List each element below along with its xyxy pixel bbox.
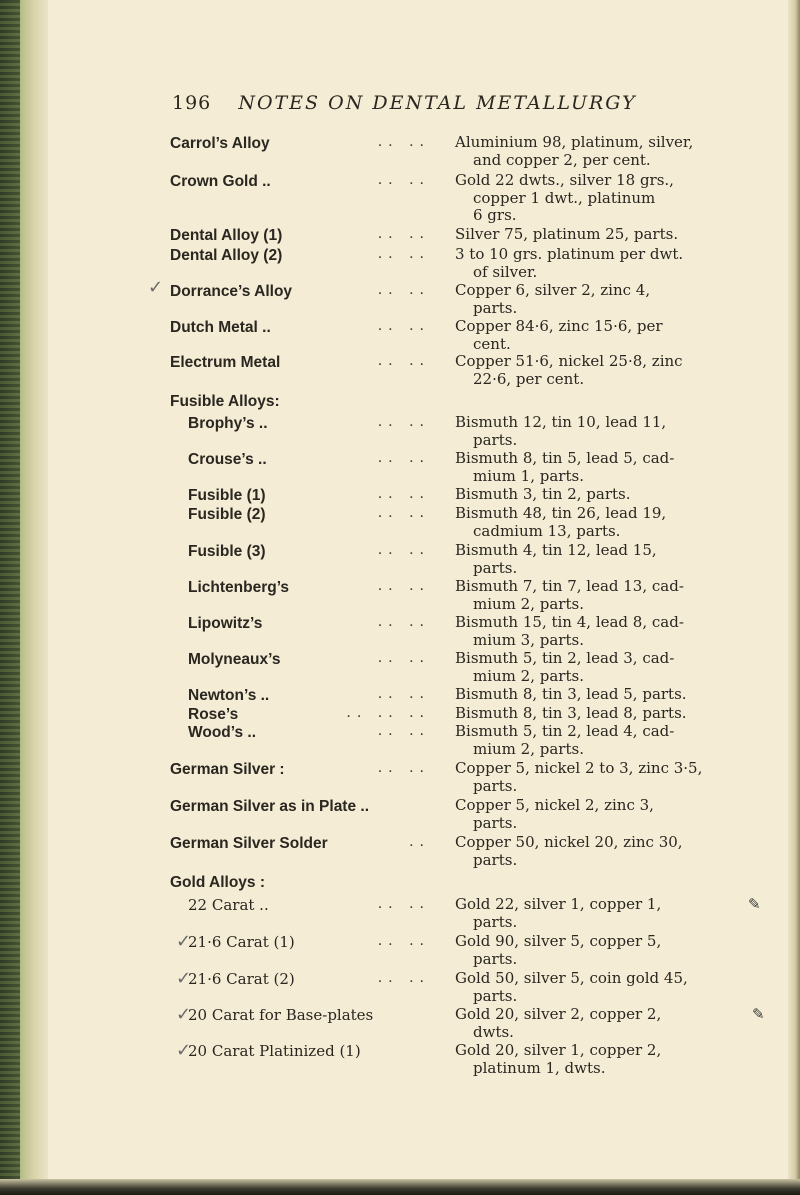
dot-leader: .. .. xyxy=(377,760,430,776)
entry-term: Fusible (1) xyxy=(188,487,266,504)
entry-definition: Bismuth 8, tin 3, lead 5, parts. xyxy=(455,685,687,703)
entry-term: Dutch Metal .. xyxy=(170,319,271,336)
entry-term: 20 Carat for Base-plates xyxy=(188,1006,374,1024)
dot-leader: .. .. .. xyxy=(346,705,430,721)
entry-term: Fusible (3) xyxy=(188,543,266,560)
page-header xyxy=(172,92,732,114)
entry-definition: Bismuth 8, tin 5, lead 5, cad- mium 1, parts. xyxy=(455,449,675,485)
pencil-check-mark-icon: ✓ xyxy=(176,931,192,952)
entry-term: Dorrance’s Alloy xyxy=(170,283,293,300)
entry-term: Dental Alloy (1) xyxy=(170,227,283,244)
pencil-check-mark-icon: ✓ xyxy=(176,1004,192,1025)
entry-term: Brophy’s .. xyxy=(188,415,268,432)
entry-definition: Bismuth 3, tin 2, parts. xyxy=(455,485,631,503)
entry-definition: Bismuth 8, tin 3, lead 8, parts. xyxy=(455,704,687,722)
entry-definition: Bismuth 15, tin 4, lead 8, cad- mium 3, parts. xyxy=(455,613,684,649)
pencil-annotation-mark: ✎ xyxy=(748,895,761,913)
entry-term: Electrum Metal xyxy=(170,354,281,371)
entry-definition: Bismuth 7, tin 7, lead 13, cad- mium 2, parts. xyxy=(455,577,684,613)
dot-leader: .. .. xyxy=(377,172,430,188)
entry-definition: Gold 22 dwts., silver 18 grs., copper 1 dwt., platinum 6 grs. xyxy=(455,171,674,224)
entry-definition: Gold 90, silver 5, copper 5, parts. xyxy=(455,932,662,968)
dot-leader: .. .. xyxy=(377,650,430,666)
pencil-check-mark-icon: ✓ xyxy=(148,277,164,298)
dot-leader: .. .. xyxy=(377,505,430,521)
entry-definition: Copper 50, nickel 20, zinc 30, parts. xyxy=(455,833,683,869)
entry-definition: Copper 5, nickel 2 to 3, zinc 3·5, parts. xyxy=(455,759,703,795)
entry-definition: Gold 22, silver 1, copper 1, parts. xyxy=(455,895,662,931)
entry-term: Newton’s .. xyxy=(188,687,270,704)
dot-leader: .. .. xyxy=(377,226,430,242)
entry-term: 22 Carat .. xyxy=(188,896,269,914)
section-heading-gold: Gold Alloys : xyxy=(170,874,266,891)
entry-definition: Aluminium 98, platinum, silver, and copper 2, per cent. xyxy=(455,133,694,169)
page-bottom-edge xyxy=(0,1179,800,1195)
dot-leader: .. .. xyxy=(377,246,430,262)
entry-definition: Copper 84·6, zinc 15·6, per cent. xyxy=(455,317,663,353)
entry-definition: Silver 75, platinum 25, parts. xyxy=(455,225,679,243)
entry-definition: Bismuth 48, tin 26, lead 19, cadmium 13, parts. xyxy=(455,504,667,540)
entry-term: German Silver Solder xyxy=(170,835,328,852)
entry-definition: Copper 5, nickel 2, zinc 3, parts. xyxy=(455,796,654,832)
pencil-annotation-mark: ✎ xyxy=(752,1005,765,1023)
entry-definition: Copper 51·6, nickel 25·8, zinc 22·6, per cent. xyxy=(455,352,683,388)
dot-leader: .. xyxy=(409,834,430,850)
entry-term: 21·6 Carat (2) xyxy=(188,970,295,988)
entry-definition: Bismuth 4, tin 12, lead 15, parts. xyxy=(455,541,657,577)
dot-leader: .. .. xyxy=(377,933,430,949)
entry-term: Lichtenberg’s xyxy=(188,579,290,596)
dot-leader: .. .. xyxy=(377,578,430,594)
entry-definition: Bismuth 5, tin 2, lead 4, cad- mium 2, parts. xyxy=(455,722,675,758)
dot-leader: .. .. xyxy=(377,282,430,298)
section-heading-fusible: Fusible Alloys: xyxy=(170,393,280,410)
dot-leader: .. .. xyxy=(377,450,430,466)
pencil-check-mark-icon: ✓ xyxy=(176,1040,192,1061)
entry-term: German Silver : xyxy=(170,761,285,778)
page-number: 196 xyxy=(172,92,212,114)
dot-leader: .. .. xyxy=(377,896,430,912)
dot-leader: .. .. xyxy=(377,970,430,986)
entry-term: German Silver as in Plate .. xyxy=(170,798,370,815)
entry-definition: Gold 20, silver 1, copper 2, platinum 1, dwts. xyxy=(455,1041,662,1077)
entry-term: Wood’s .. xyxy=(188,724,257,741)
dot-leader: .. .. xyxy=(377,353,430,369)
dot-leader: .. .. xyxy=(377,486,430,502)
entry-term: Carrol’s Alloy xyxy=(170,135,270,152)
entry-term: 20 Carat Platinized (1) xyxy=(188,1042,361,1060)
dot-leader: .. .. xyxy=(377,318,430,334)
entry-term: Molyneaux’s xyxy=(188,651,281,668)
entry-term: Fusible (2) xyxy=(188,506,266,523)
dot-leader: .. .. xyxy=(377,134,430,150)
page-right-edge xyxy=(788,0,800,1195)
dot-leader: .. .. xyxy=(377,686,430,702)
entry-definition: Copper 6, silver 2, zinc 4, parts. xyxy=(455,281,651,317)
entry-definition: 3 to 10 grs. platinum per dwt. of silver. xyxy=(455,245,684,281)
entry-definition: Gold 50, silver 5, coin gold 45, parts. xyxy=(455,969,688,1005)
dot-leader: .. .. xyxy=(377,414,430,430)
entry-definition: Bismuth 12, tin 10, lead 11, parts. xyxy=(455,413,667,449)
dot-leader: .. .. xyxy=(377,723,430,739)
dot-leader: .. .. xyxy=(377,542,430,558)
binding-edge xyxy=(0,0,20,1195)
entry-definition: Bismuth 5, tin 2, lead 3, cad- mium 2, parts. xyxy=(455,649,675,685)
running-title: NOTES ON DENTAL METALLURGY xyxy=(238,92,637,114)
entry-term: Crouse’s .. xyxy=(188,451,267,468)
entry-term: 21·6 Carat (1) xyxy=(188,933,295,951)
entry-term: Dental Alloy (2) xyxy=(170,247,283,264)
entry-term: Rose’s xyxy=(188,706,239,723)
entry-term: Crown Gold .. xyxy=(170,173,271,190)
pencil-check-mark-icon: ✓ xyxy=(176,968,192,989)
dot-leader: .. .. xyxy=(377,614,430,630)
entry-term: Lipowitz’s xyxy=(188,615,263,632)
entry-definition: Gold 20, silver 2, copper 2, dwts. xyxy=(455,1005,662,1041)
